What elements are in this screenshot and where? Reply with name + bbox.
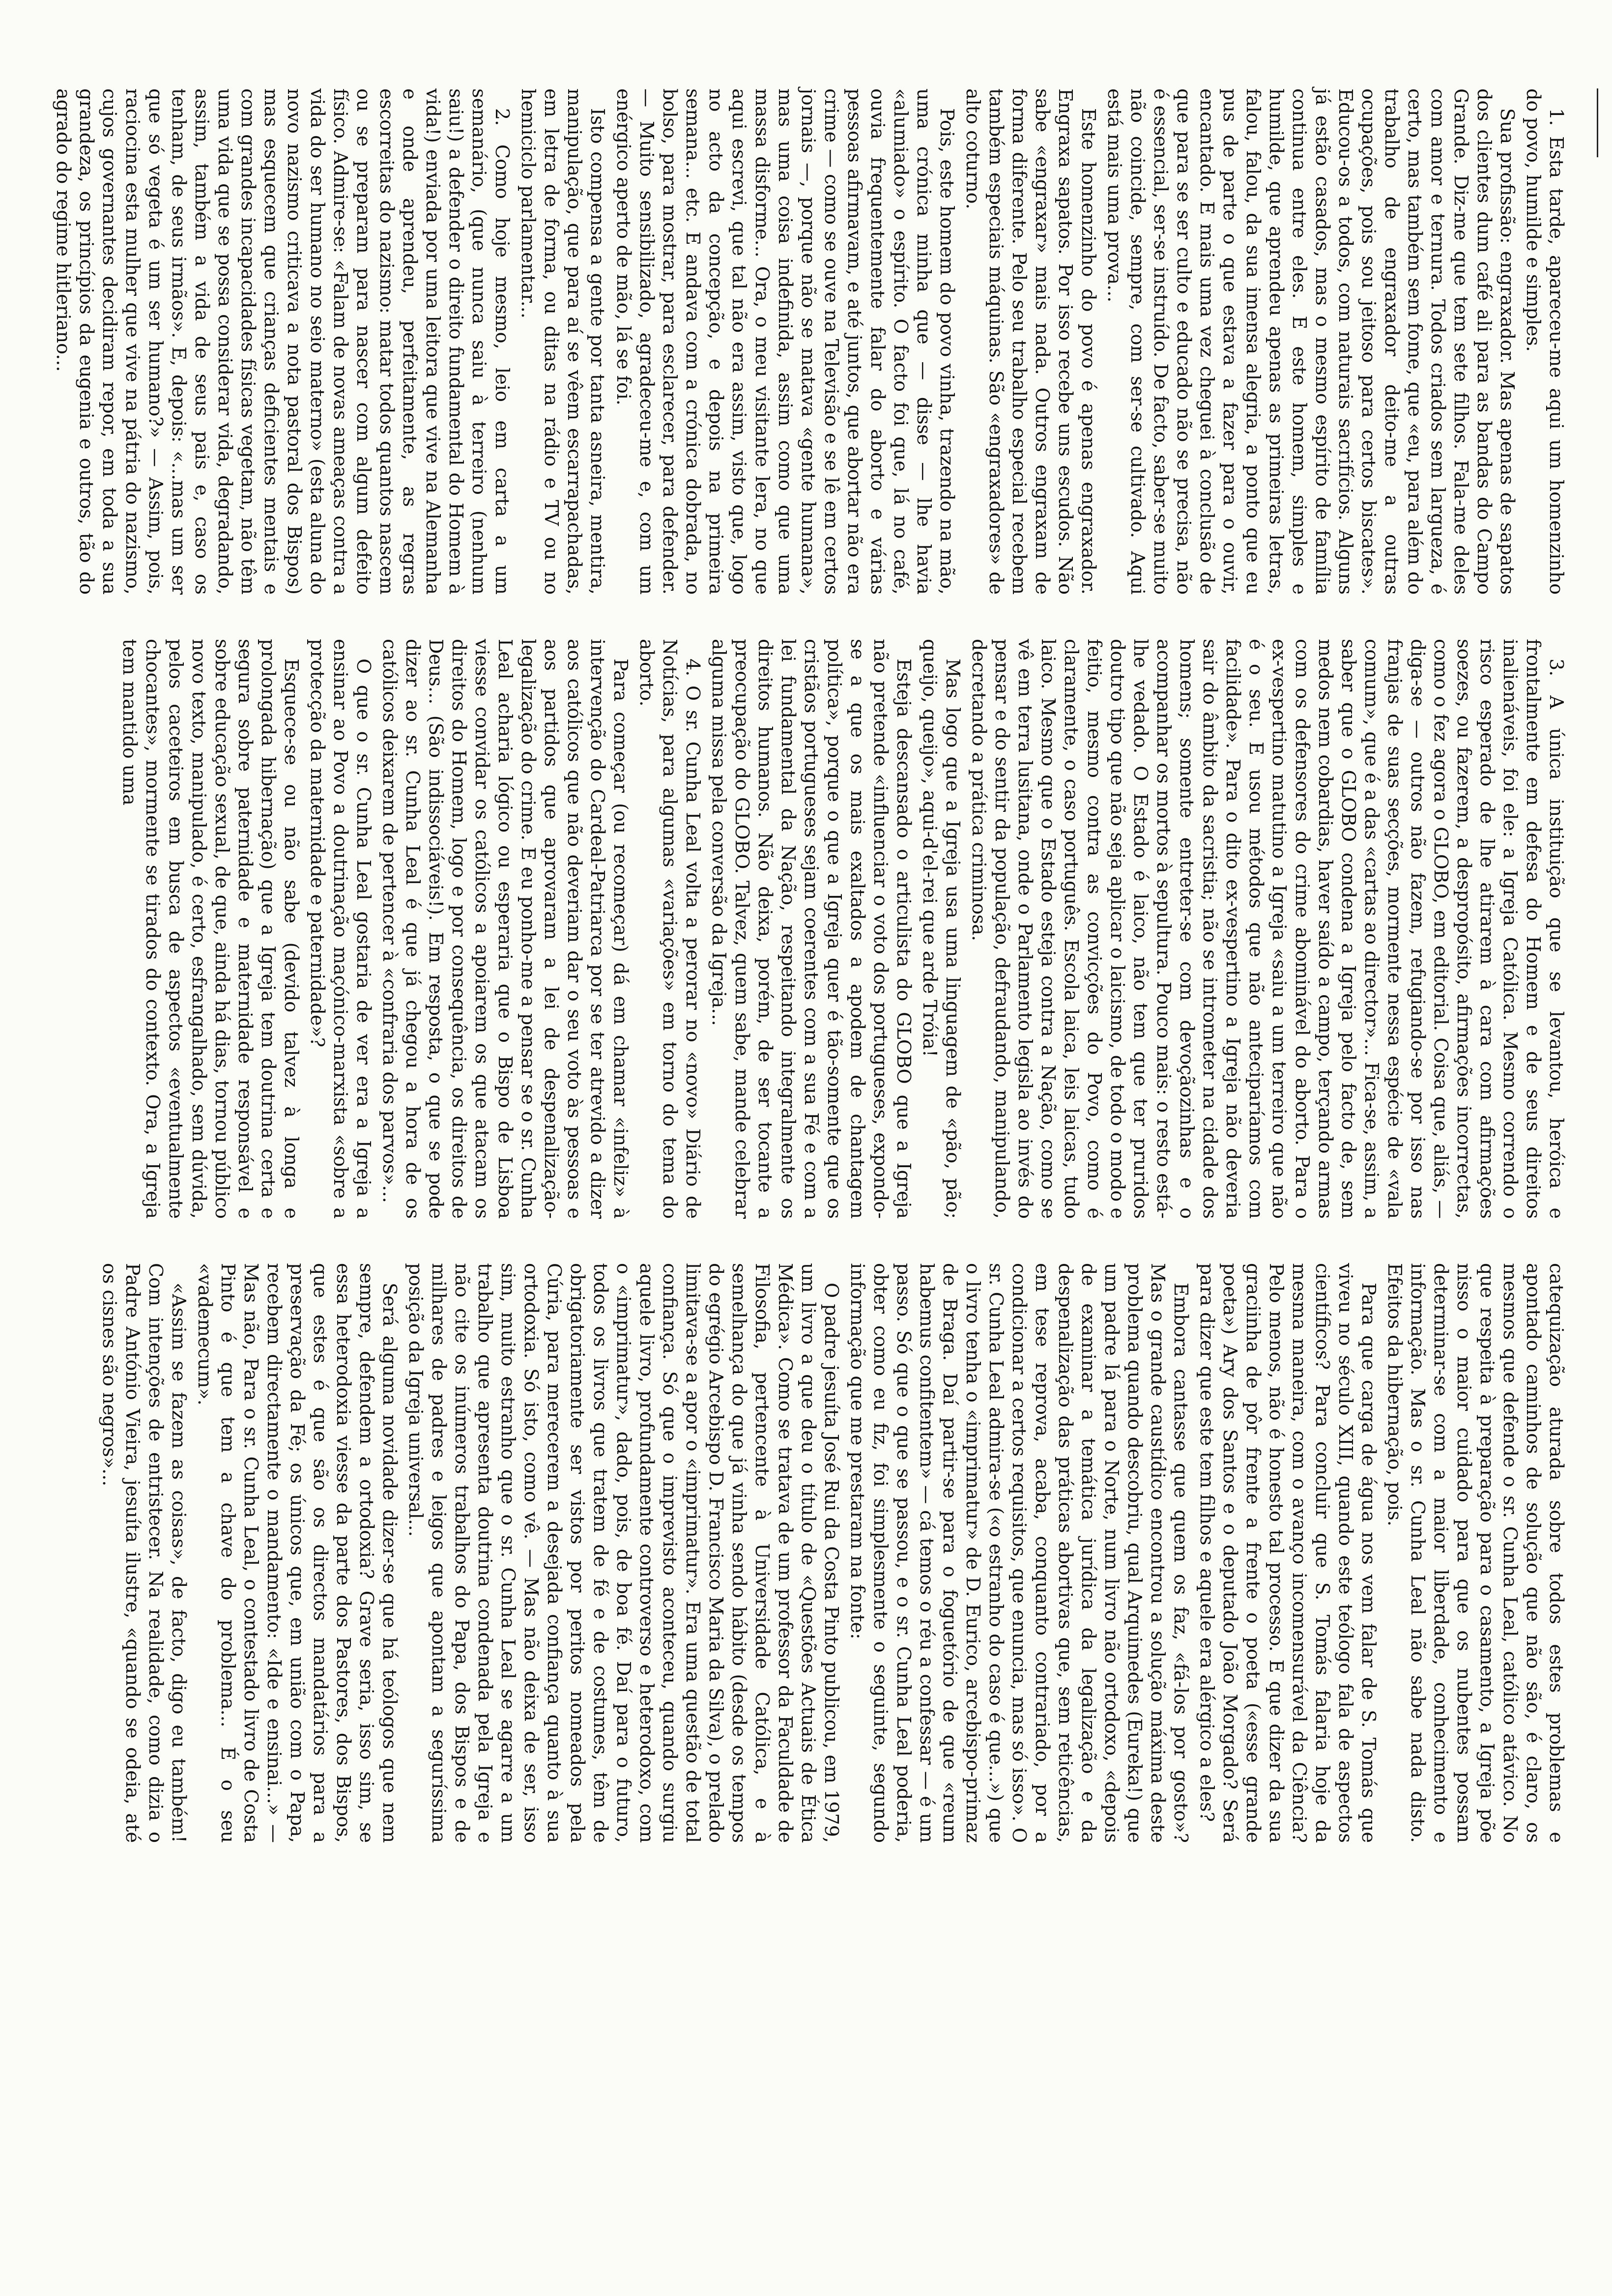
paragraph: O que o sr. Cunha Leal gostaria de ver era a Igreja a ensinar ao Povo a doutrinação maçónico-marxista «sobre a protecção da maternidade e paternidade»?: [307, 639, 374, 1219]
paragraph: 1. Esta tarde, apareceu-me aqui um homenzinho do povo, humilde e simples.: [1523, 88, 1567, 595]
paragraph: 3. A única instituição que se levantou, heróica e frontalmente em defesa do Homem e de seus direitos inalienáveis, foi ele: a Igreja Católica. Mesmo correndo o risco esperado de lhe atirarem à cara com afirmações soezes, ou fazerem, a despropósito, afirmações incorrectas, como o fez agora o GLOBO, em editorial. Coisa que, aliás, — diga-se — outros não fazem, refugiando-se por isso nas franjas de suas secções, mormente nessa espécie de «vala comum», que é a das «cartas ao director»... Fica-se, assim, a saber que o GLOBO condena a Igreja pelo facto de, sem medos nem cobardias, haver saído a campo, terçando armas com os defensores do crime abominável do aborto. Para o ex-vespertino matutino a Igreja «saiu a um terreiro que não é o seu. E usou métodos que não anteciparíamos com facilidade». Para o dito ex-vespertino a Igreja não deveria sair do âmbito da sacristia; não se intrometer na cidade dos homens; somente entreter-se com devoçãozinhas e o acompanhar os mortos à sepultura. Pouco mais: o resto está-lhe vedado. O Estado é laico, não tem que ter pruridos doutro tipo que não seja aplicar o laicismo, de todo o modo e feitio, mesmo contra as convicções do Povo, como é claramente, o caso português. Escola laica, leis laicas, tudo laico. Mesmo que o Estado esteja contra a Nação, como se vê em terra lusitana, onde o Parlamento legisla ao invés do pensar e do sentir da população, defraudando, manipulando, decretando a prática criminosa.: [968, 639, 1567, 1219]
paragraph: Esquece-se ou não sabe (devido talvez à longa e prolongada hibernação) que a Igreja tem doutrina certa e segura sobre paternidade e maternidade responsável e sobre educação sexual, de que, ainda há dias, tornou público novo texto, manipulado, é certo, esfrangalhado, sem dúvida, pelos caceteiros em busca de aspectos «eventualmente chocantes», mormente se tirados do contexto. Ora, a Igreja tem mantido uma: [119, 639, 302, 1219]
paragraph: Este homenzinho do povo é apenas engraxador. Engraxa sapatos. Por isso recebe uns escudos. Não sabe «engraxar» mais nada. Outros engraxam de forma diferente. Pelo seu trabalho especial recebem também especiais máquinas. São «engraxadores» de alto coturno.: [962, 88, 1099, 595]
paragraph: Embora cantasse que quem os faz, «fá-los por gosto»? Mas o grande caustídico encontrou a solução máxima deste problema quando descobriu, qual Arquimedes (Eureka!) que um padre lá para o Norte, num livro não ortodoxo, «depois de examinar a temática jurídica da legalização e da despenalização das práticas abortivas que, sem reticências, em tese reprova, acaba, conquanto contrariado, por a condicionar a certos requisitos, que enuncia, mas só isso». O sr. Cunha Leal admira-se («o estranho do caso é que...») que o livro tenha o «imprimatur» de D. Eurico, arcebispo-primaz de Braga. Daí partir-se para o foguetório de que «reum habemus confitentem» — cá temos o réu a confessar — é um passo. Só que o que se passou, e o sr. Cunha Leal poderia, obter como eu fiz, foi simplesmente o seguinte, segundo informação que me prestaram na fonte:: [847, 1263, 1192, 1843]
column-2: [84, 639, 1568, 1219]
paragraph: O padre jesuíta José Rui da Costa Pinto publicou, em 1979, um livro a que deu o título de «Questões Actuais de Ética Médica». Como se tratava de um professor da Faculdade de Filosofia, pertencente à Universidade Católica, e à semelhança do que já vinha sendo hábito (desde os tempos do egrégio Arcebispo D. Francisco Maria da Silva), o prelado limitava-se a apor o «imprimatur». Era uma questão de total confiança. Só que o imprevisto aconteceu, quando surgiu aquele livro, profundamente controverso e heterodoxo, com o «imprimatur», dado, pois, de boa fé. Daí para o futuro, todos os livros que tratem de fé e de costumes, têm de obrigatoriamente ser vistos por peritos nomeados pela Cúria, para merecerem a desejada confiança quanto à sua ortodoxia. Só isto, como vê. — Mas não deixa de ser, isso sim, muito estranho que o sr. Cunha Leal se agarre a um trabalho que apresenta doutrina condenada pela Igreja e não cite os inúmeros trabalhos do Papa, dos Bispos e de milhares de padres e leigos que apontam a seguríssima posição da Igreja universal...: [405, 1263, 842, 1843]
column-3: [84, 1263, 1568, 1843]
paragraph: catequização aturada sobre todos estes problemas e apontado caminhos de solução que não são, é claro, os mesmos que defende o sr. Cunha Leal, católico atávico. No que respeita à preparação para o casamento, a Igreja põe nisso o maior cuidado para que os nubentes possam determinar-se com a maior liberdade, conhecimento e informação. Mas o sr. Cunha Leal não sabe nada disto. Efeitos da hibernação, pois.: [1384, 1263, 1567, 1843]
paragraph: Para que carga de água nos vem falar de S. Tomás que viveu no século XIII, quando este teólogo fala de aspectos científicos? Para concluir que S. Tomás falaria hoje da mesma maneira, com o avanço incomensurável da Ciência? Pelo menos, não é honesto tal processo. E que dizer da sua graciinha de pôr frente a frente o poeta («esse grande poeta») Ary dos Santos e o deputado João Morgado? Será para dizer que este tem filhos e aquele era alérgico a eles?: [1196, 1263, 1380, 1843]
paragraph: 4. O sr. Cunha Leal volta a perorar no «novo» Diário de Notícias, para algumas «variações» em torno do tema do aborto.: [636, 639, 704, 1219]
paragraph: Pois, este homem do povo vinha, trazendo na mão, uma crónica minha que — disse — lhe havia «alumiado» o espírito. O facto foi que, lá no café, ouvia frequentemente falar do aborto e várias pessoas afirmavam, e até juntos, que abortar não era crime — como se ouve na Televisão e se lê em certos jornais —, porque não se matava «gente humana», mas uma coisa indefinida, assim como que uma massa disforme... Ora, o meu visitante lera, no que aqui escrevi, que tal não era assim, visto que, logo no acto da concepção, e depois na primeira semana... etc. E andava com a crónica dobrada, no bolso, para mostrar, para esclarecer, para defender. — Muito sensibilizado, agradeceu-me e, com um enérgico aperto de mão, lá se foi.: [613, 88, 958, 595]
paragraph: «Assim se fazem as coisas», de facto, digo eu também! Com intenções de entristecer. Na realidade, como dizia o Padre António Vieira, jesuíta ilustre, «quando se odeia, até os cisnes são negros»...: [99, 1263, 190, 1843]
paragraph: Para começar (ou recomeçar) dá em chamar «infeliz» à intervenção do Cardeal-Patriarca por se ter atrevido a dizer aos católicos que não deveriam dar o seu voto às pessoas e aos partidos que aprovaram a lei de despenalização-legalização do crime. E eu ponho-me a pensar se o sr. Cunha Leal acharia lógico ou esperaria que o Bispo de Lisboa viesse convidar os católicos a apoiarem os que atacam os direitos do Homem, logo e por consequência, os direitos de Deus... (São indissociáveis!). Em resposta, o que se pode dizer ao sr. Cunha Leal é que já chegou a hora de os católicos deixarem de pertencer à «confraria dos parvos»...: [379, 639, 632, 1219]
column-1: [53, 88, 1568, 595]
paragraph: 2. Como hoje mesmo, leio em carta a um semanário, (que nunca saiu à terreiro (nenhum saiu!) a defender o direito fundamental do Homem à vida!) enviada por uma leitora que vive na Alemanha e onde aprendeu, perfeitamente, as regras escorreitas do nazismo: matar todos quantos nascem ou se preparam para nascer com algum defeito físico. Admire-se: «Falam de novas ameaças contra a vida do ser humano no seio materno» (esta aluna do novo nazismo criticava a nota pastoral dos Bispos) mas esquecem que crianças deficientes mentais e com grandes incapacidades físicas vegetam, não têm uma vida que se possa considerar vida, degradando, assim, também a vida de seus pais e, caso os tenham, de seus irmãos». E, depois: «...mas um ser que só vegeta é um ser humano?» — Assim, pois, raciocina esta mulher que vive na pátria do nazismo, cujos governantes decidiram repor, em toda a sua grandeza, os princípios da eugenia e outros, tão do agrado do regime hitleriano...: [53, 88, 513, 595]
paragraph: Isto compensa a gente por tanta asneira, mentira, manipulação, que para aí se vêem escarrapachadas, em letra de forma, ou ditas na rádio e TV ou no hemiciclo parlamentar...: [518, 88, 608, 595]
paragraph: Mas logo que a Igreja usa uma linguagem de «pão, pão; queijo, queijo», aqui-d'el-rei que arde Tróia!: [919, 639, 964, 1219]
header-rule: [1597, 88, 1598, 157]
paragraph: Será alguma novidade dizer-se que há teólogos que nem sempre, defendem a ortodoxia? Grave seria, isso sim, se essa heterodoxia viesse da parte dos Pastores, dos Bispos, que estes é que são os directos mandatários para a preservação da Fé; os únicos que, em união com o Papa, recebem directamente o mandamento: «Ide e ensinai...» — Mas não, Para o sr. Cunha Leal, o contestado livro de Costa Pinto é que tem a chave do problema... É o seu «vademecum».: [194, 1263, 401, 1843]
paragraph: Sua profissão: engraxador. Mas apenas de sapatos dos clientes dum café ali para as bandas do Campo Grande. Diz-me que tem sete filhos. Fala-me deles com amor e ternura. Todos criados sem largueza, é certo, mas também sem fome, que «eu, para além do trabalho de engraxador deito-me a outras ocupações, pois sou jeitoso para certos biscates». Educou-os a todos, com naturais sacrifícios. Alguns já estão casados, mas o mesmo espírito de família continua entre eles. E este homem, simples e humilde, que aprendeu apenas as primeiras letras, falou, falou, da sua imensa alegria, a ponto que eu pus de parte o que estava a fazer para o ouvir, encantado. E mais uma vez cheguei à conclusão de que para se ser culto e educado não se precisa, não é essencial, ser-se instruído. De facto, saber-se muito não coincide, sempre, com ser-se cultivado. Aqui está mais uma prova...: [1104, 88, 1518, 595]
paragraph: Esteja descansado o articulista do GLOBO que a Igreja não pretende «influenciar o voto dos portugueses, expondo-se a que os mais exaltados a apodem de chantagem política», porque o que a Igreja quer é tão-somente que os cristãos portugueses sejam coerentes com a sua Fé e com a lei fundamental da Nação, respeitando integralmente os direitos humanos. Não deixa, porém, de ser tocante a preocupação do GLOBO. Talvez, quem sabe, mande celebrar alguma missa pela conversão da Igreja...: [708, 639, 915, 1219]
